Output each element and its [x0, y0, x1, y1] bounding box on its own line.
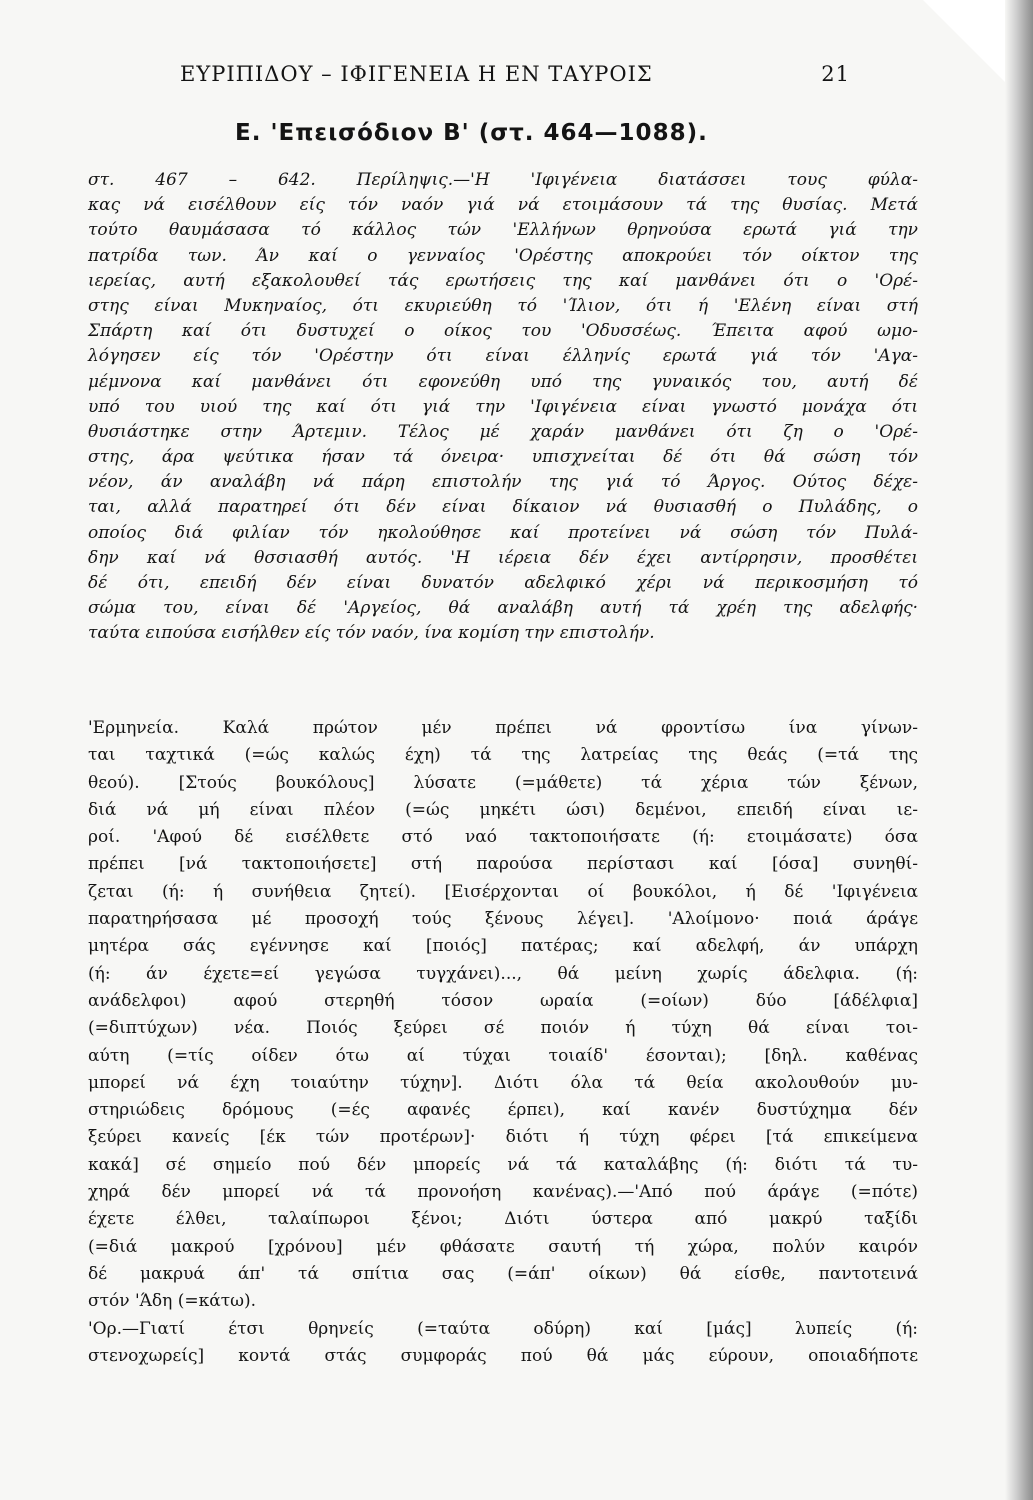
text-line: πατρίδα των. Άν καί ο γενναίος 'Ορέστης αποκρούει τόν οίκτον της: [88, 245, 918, 266]
text-line: 'Ορ.—Γιατί έτσι θρηνείς (=ταύτα οδύρη) καί [μάς] λυπείς (ή:: [88, 1318, 918, 1339]
text-line: χηρά δέν μπορεί νά τά προνοήση κανένας).—'Από πού άράγε (=πότε): [88, 1182, 918, 1203]
text-line: ροί. 'Αφού δέ εισέλθετε στό ναό τακτοποιήσατε (ή: ετοιμάσατε) όσα: [88, 827, 918, 848]
text-line: ζεται (ή: ή συνήθεια ζητεί). [Εισέρχονται οί βουκόλοι, ή δέ 'Ιφιγένεια: [88, 881, 918, 902]
running-header: [180, 62, 850, 86]
text-line: έχετε έλθει, ταλαίπωροι ξένοι; Διότι ύστερα από μακρύ ταξίδι: [88, 1209, 918, 1230]
text-line: Σπάρτη καί ότι δυστυχεί ο οίκος του 'Οδυσσέως. Έπειτα αφού ωμο-: [88, 321, 918, 342]
text-line: θυσιάστηκε στην Άρτεμιν. Τέλος μέ χαράν μανθάνει ότι ζη ο 'Ορέ-: [88, 421, 918, 442]
text-line: διά νά μή είναι πλέον (=ώς μηκέτι ώσι) δεμένοι, επειδή είναι ιε-: [88, 799, 918, 820]
text-line: δέ μακρυά άπ' τά σπίτια σας (=άπ' οίκων) θά είσθε, παντοτεινά: [88, 1263, 918, 1284]
text-line: ανάδελφοι) αφού στερηθή τόσον ωραία (=οίων) δύο [άδέλφια]: [88, 990, 918, 1011]
text-line: νέον, άν αναλάβη νά πάρη επιστολήν της γιά τό Άργος. Ούτος δέχε-: [88, 472, 918, 493]
text-line: παρατηρήσασα μέ προσοχή τούς ξένους λέγει]. 'Αλοίμονο· ποιά άράγε: [88, 909, 918, 930]
text-line: (ή: άν έχετε=εί γεγώσα τυγχάνει)..., θά μείνη χωρίς άδελφια. (ή:: [88, 963, 918, 984]
text-line: σώμα του, είναι δέ 'Αργείος, θά αναλάβη αυτή τά χρέη της αδελφής·: [88, 598, 918, 619]
text-line: στηριώδεις δρόμους (=ές αφανές έρπει), καί κανέν δυστύχημα δέν: [88, 1100, 918, 1121]
text-line: οποίος διά φιλίαν τόν ηκολούθησε καί προτείνει νά σώση τόν Πυλά-: [88, 522, 918, 543]
text-line: στης είναι Μυκηναίος, ότι εκυριεύθη τό 'Ίλιον, ότι ή 'Ελένη είναι στή: [88, 295, 918, 316]
text-line: κακά] σέ σημείο πού δέν μπορείς νά τά καταλάβης (ή: διότι τά τυ-: [88, 1154, 918, 1175]
text-line: μέμνονα καί μανθάνει ότι εφονεύθη υπό της γυναικός του, αυτή δέ: [88, 371, 918, 392]
text-line: στ. 467 – 642. Περίληψις.—'Η 'Ιφιγένεια διατάσσει τους φύλα-: [88, 170, 918, 190]
text-line: ιερείας, αυτή εξακολουθεί τάς ερωτήσεις της καί μανθάνει ότι ο 'Ορέ-: [88, 270, 918, 291]
text-line: μητέρα σάς εγέννησε καί [ποιός] πατέρας; καί αδελφή, άν υπάρχη: [88, 936, 918, 957]
text-line: στενοχωρείς] κοντά στάς συμφοράς πού θά μάς εύρουν, οποιαδήποτε: [88, 1345, 918, 1366]
running-title: ΕΥΡΙΠΙΔΟΥ – ΙΦΙΓΕΝΕΙΑ Η ΕΝ ΤΑΥΡΟΙΣ: [180, 62, 653, 86]
text-line: λόγησεν είς τόν 'Ορέστην ότι είναι έλληνίς ερωτά γιά τόν 'Αγα-: [88, 346, 918, 367]
text-line: στης, άρα ψεύτικα ήσαν τά όνειρα· υπισχνείται δέ ότι θά σώση τόν: [88, 447, 918, 468]
text-line: 'Ερμηνεία. Καλά πρώτον μέν πρέπει νά φροντίσω ίνα γίνων-: [88, 718, 918, 738]
text-line: ταύτα ειπούσα εισήλθεν είς τόν ναόν, ίνα κομίση την επιστολήν.: [88, 623, 655, 644]
text-line: (=διά μακρού [χρόνου] μέν φθάσατε σαυτή τή χώρα, πολύν καιρόν: [88, 1236, 918, 1257]
text-line: κας νά εισέλθουν είς τόν ναόν γιά νά ετοιμάσουν τά της θυσίας. Μετά: [88, 195, 918, 216]
text-line: δην καί νά θσσιασθή αυτός. 'Η ιέρεια δέν έχει αντίρρησιν, προσθέτει: [88, 547, 918, 568]
scan-edge-shadow: [1005, 0, 1033, 1500]
text-line: πρέπει [νά τακτοποιήσετε] στή παρούσα περίστασι καί [όσα] συνηθί-: [88, 854, 918, 875]
text-line: θεού). [Στούς βουκόλους] λύσατε (=μάθετε) τά χέρια τών ξένων,: [88, 772, 918, 793]
text-line: ται ταχτικά (=ώς καλώς έχη) τά της λατρείας της θεάς (=τά της: [88, 745, 918, 766]
text-line: αύτη (=τίς οίδεν ότω αί τύχαι τοιαίδ' έσονται); [δηλ. καθένας: [88, 1045, 918, 1066]
text-line: στόν 'Άδη (=κάτω).: [88, 1291, 257, 1312]
text-line: δέ ότι, επειδή δέν είναι δυνατόν αδελφικό χέρι νά περικοσμήση τό: [88, 573, 918, 593]
page-number: 21: [821, 62, 850, 86]
interpretation-paragraph: [88, 715, 918, 1370]
summary-paragraph: [88, 168, 918, 647]
section-title: Ε. 'Επεισόδιον Β' (στ. 464—1088).: [235, 120, 708, 146]
text-line: ξεύρει κανείς [έκ τών προτέρων]· διότι ή τύχη φέρει [τά επικείμενα: [88, 1127, 918, 1148]
text-line: μπορεί νά έχη τοιαύτην τύχην]. Διότι όλα τά θεία ακολουθούν μυ-: [88, 1072, 918, 1093]
text-line: υπό του υιού της καί ότι γιά την 'Ιφιγένεια είναι γνωστό μονάχα ότι: [88, 396, 918, 417]
text-line: τούτο θαυμάσασα τό κάλλος τών 'Ελλήνων θρηνούσα ερωτά γιά την: [88, 220, 918, 241]
text-line: (=διπτύχων) νέα. Ποιός ξεύρει σέ ποιόν ή τύχη θά είναι τοι-: [88, 1018, 918, 1039]
text-line: ται, αλλά παρατηρεί ότι δέν είναι δίκαιον νά θυσιασθή ο Πυλάδης, ο: [88, 497, 918, 518]
